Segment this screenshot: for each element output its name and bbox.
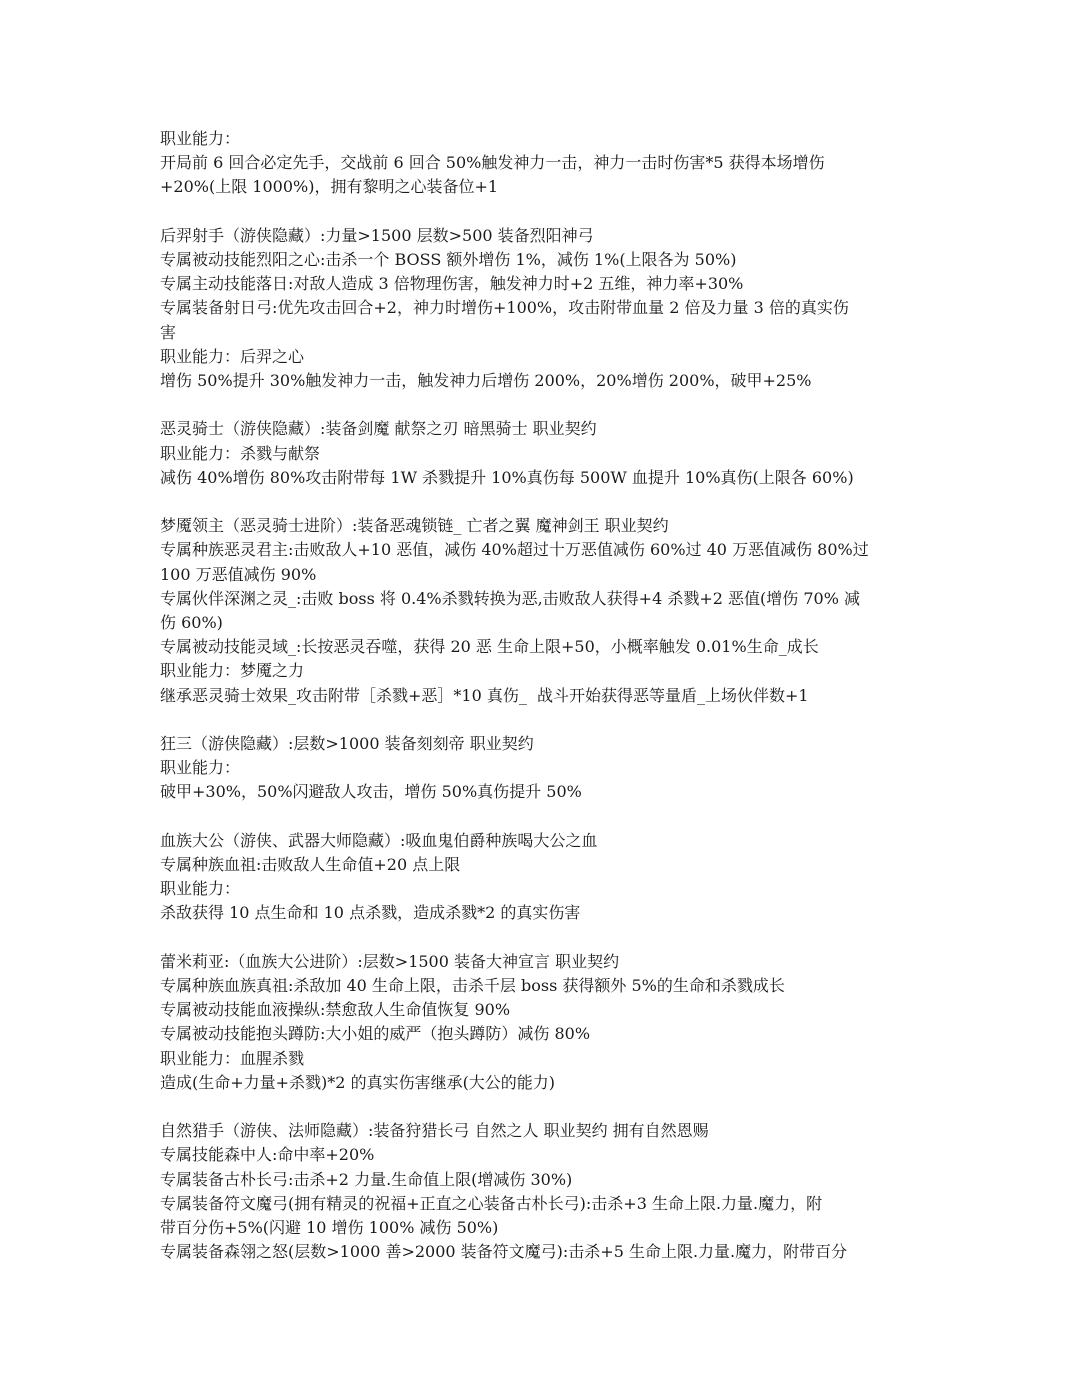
text-line: 减伤 40%增伤 80%攻击附带每 1W 杀戮提升 10%真伤每 500W 血提升 10%真伤(上限各 60%) [160, 467, 854, 487]
text-line: 职业能力：杀戮与献祭 [160, 443, 321, 463]
text-line: 职业能力：后羿之心 [160, 346, 305, 366]
paragraph-break [160, 1095, 930, 1119]
text-line: 职业能力： [160, 879, 241, 899]
text-line: 专属装备射日弓:优先攻击回合+2，神力时增伤+100%，攻击附带血量 2 倍及力量 3 倍的真实伤 [160, 298, 849, 318]
text-line: 专属技能森中人:命中率+20% [160, 1145, 375, 1165]
paragraph-break [160, 490, 930, 514]
text-line: 害 [160, 322, 177, 342]
text-line: 杀敌获得 10 点生命和 10 点杀戮，造成杀戮*2 的真实伤害 [160, 903, 581, 923]
text-line: 专属种族恶灵君主:击败敌人+10 恶值，减伤 40%超过十万恶值减伤 60%过 40 万恶值减伤 80%过 [160, 540, 869, 560]
paragraph-break [160, 708, 930, 732]
document-page [160, 127, 930, 1264]
text-line: 继承恶灵骑士效果_攻击附带［杀戮+恶］*10 真伤_ 战斗开始获得恶等量盾_上场伙伴数+1 [160, 685, 809, 705]
text-line: 伤 60%) [160, 613, 223, 633]
text-line: 带百分伤+5%(闪避 10 增伤 100% 减伤 50%) [160, 1218, 499, 1238]
text-line: 专属被动技能灵域_:长按恶灵吞噬，获得 20 恶 生命上限+50，小概率触发 0.01%生命_成长 [160, 637, 819, 657]
text-line: 专属被动技能血液操纵:禁愈敌人生命值恢复 90% [160, 1000, 511, 1020]
text-line: 专属装备符文魔弓(拥有精灵的祝福+正直之心装备古朴长弓):击杀+3 生命上限.力量.魔力，附 [160, 1193, 823, 1213]
text-line: 专属装备古朴长弓:击杀+2 力量.生命值上限(增减伤 30%) [160, 1169, 573, 1189]
text-line: 专属伙伴深渊之灵_:击败 boss 将 0.4%杀戮转换为恶,击败敌人获得+4 杀戮+2 恶值(增伤 70% 减 [160, 588, 861, 608]
text-line: 专属种族血族真祖:杀敌加 40 生命上限，击杀千层 boss 获得额外 5%的生命和杀戮成长 [160, 976, 785, 996]
text-line: 血族大公（游侠、武器大师隐藏）:吸血鬼伯爵种族喝大公之血 [160, 830, 598, 850]
text-line: 专属被动技能烈阳之心:击杀一个 BOSS 额外增伤 1%，减伤 1%(上限各为 50%) [160, 250, 737, 269]
text-line: 增伤 50%提升 30%触发神力一击，触发神力后增伤 200%，20%增伤 200%，破甲+25% [160, 371, 812, 391]
text-line: 职业能力：血腥杀戮 [160, 1048, 305, 1068]
text-line: 专属装备森翎之怒(层数>1000 善>2000 装备符文魔弓):击杀+5 生命上限.力量.魔力，附带百分 [160, 1242, 848, 1262]
text-line: 梦魇领主（恶灵骑士进阶）:装备恶魂锁链_ 亡者之翼 魔神剑王 职业契约 [160, 516, 669, 536]
paragraph-break [160, 393, 930, 417]
paragraph-break [160, 926, 930, 950]
text-line: 100 万恶值减伤 90% [160, 564, 317, 584]
text-line: 专属主动技能落日:对敌人造成 3 倍物理伤害，触发神力时+2 五维，神力率+30% [160, 274, 744, 294]
text-line: 狂三（游侠隐藏）:层数>1000 装备刻刻帝 职业契约 [160, 734, 534, 754]
text-line: 蕾米莉亚:（血族大公进阶）:层数>1500 装备大神宣言 职业契约 [160, 951, 620, 971]
paragraph-break [160, 200, 930, 224]
text-line: +20%(上限 1000%)，拥有黎明之心装备位+1 [160, 177, 499, 197]
text-line: 自然猎手（游侠、法师隐藏）:装备狩猎长弓 自然之人 职业契约 拥有自然恩赐 [160, 1121, 709, 1141]
text-line: 破甲+30%，50%闪避敌人攻击，增伤 50%真伤提升 50% [160, 782, 582, 802]
text-line: 造成(生命+力量+杀戮)*2 的真实伤害继承(大公的能力) [160, 1072, 556, 1092]
text-line: 恶灵骑士（游侠隐藏）:装备剑魔 献祭之刃 暗黑骑士 职业契约 [160, 419, 597, 439]
text-line: 职业能力： [160, 129, 241, 148]
text-line: 后羿射手（游侠隐藏）:力量>1500 层数>500 装备烈阳神弓 [160, 225, 594, 245]
paragraph-break [160, 805, 930, 829]
text-line: 专属种族血祖:击败敌人生命值+20 点上限 [160, 855, 461, 875]
text-line: 专属被动技能抱头蹲防:大小姐的威严（抱头蹲防）减伤 80% [160, 1024, 591, 1044]
text-line: 开局前 6 回合必定先手，交战前 6 回合 50%触发神力一击，神力一击时伤害*5 获得本场增伤 [160, 153, 825, 173]
text-line: 职业能力：梦魇之力 [160, 661, 305, 681]
text-line: 职业能力： [160, 758, 241, 778]
